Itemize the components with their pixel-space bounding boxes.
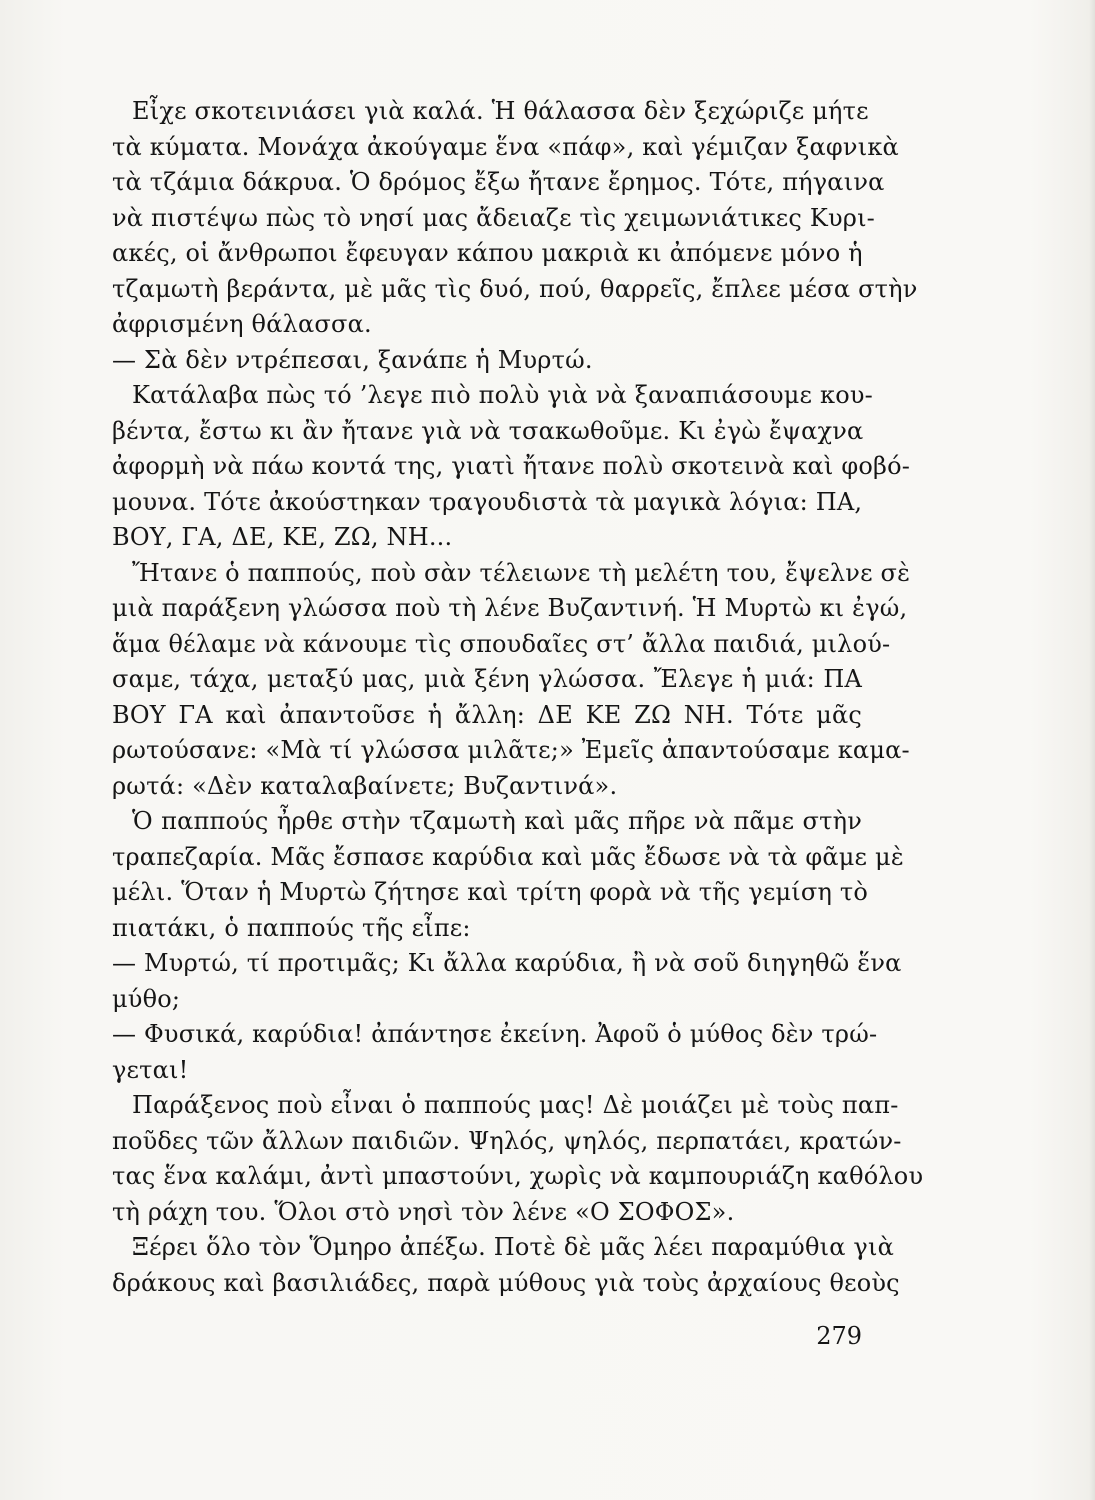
text-line: ποῦδες τῶν ἄλλων παιδιῶν. Ψηλός, ψηλός, περπατάει, κρατών-	[112, 1126, 902, 1155]
text-line: τὰ κύματα. Μονάχα ἀκούγαμε ἕνα «πάφ», καὶ γέμιζαν ξαφνικὰ	[112, 132, 899, 161]
text-line: Ὁ παππούς ἦρθε στὴν τζαμωτὴ καὶ μᾶς πῆρε νὰ πᾶμε στὴν	[132, 807, 862, 835]
text-line: μιὰ παράξενη γλώσσα ποὺ τὴ λένε Βυζαντινή. Ἡ Μυρτὼ κι ἐγώ,	[112, 594, 908, 622]
page-number: 279	[816, 1322, 862, 1350]
text-line: ακές, οἱ ἄνθρωποι ἔφευγαν κάπου μακριὰ κι ἀπόμενε μόνο ἡ	[112, 239, 863, 267]
text-line: μέλι. Ὅταν ἡ Μυρτὼ ζήτησε καὶ τρίτη φορὰ νὰ τῆς γεμίση τὸ	[112, 878, 868, 906]
text-line: — Μυρτώ, τί προτιμᾶς; Κι ἄλλα καρύδια, ἢ νὰ σοῦ διηγηθῶ ἕνα	[112, 949, 902, 977]
text-line: τραπεζαρία. Μᾶς ἔσπασε καρύδια καὶ μᾶς ἔδωσε νὰ τὰ φᾶμε μὲ	[112, 842, 904, 871]
text-line: Ἤτανε ὁ παππούς, ποὺ σὰν τέλειωνε τὴ μελέτη του, ἔψελνε σὲ	[132, 558, 911, 587]
text-line: Παράξενος ποὺ εἶναι ὁ παππούς μας! Δὲ μοιάζει μὲ τοὺς παπ-	[132, 1091, 899, 1119]
text-line: Ξέρει ὅλο τὸν Ὅμηρο ἀπέξω. Ποτὲ δὲ μᾶς λέει παραμύθια γιὰ	[132, 1233, 894, 1261]
text-line: μουνα. Τότε ἀκούστηκαν τραγουδιστὰ τὰ μαγικὰ λόγια: ΠΑ,	[112, 487, 863, 516]
text-line: — Φυσικά, καρύδια! ἀπάντησε ἐκείνη. Ἀφοῦ ὁ μύθος δὲν τρώ-	[112, 1020, 878, 1048]
page-edge-shadow	[1089, 0, 1095, 1500]
text-line: — Σὰ δὲν ντρέπεσαι, ξανάπε ἡ Μυρτώ.	[112, 345, 593, 374]
body-text	[112, 94, 924, 1301]
text-line: ἅμα θέλαμε νὰ κάνουμε τὶς σπουδαῖες στ’ ἄλλα παιδιά, μιλού-	[112, 629, 891, 658]
text-line: τὴ ράχη του. Ὅλοι στὸ νησὶ τὸν λένε «Ο ΣΟΦΟΣ».	[112, 1197, 735, 1226]
text-line: γεται!	[112, 1055, 189, 1084]
text-line: Κατάλαβα πὼς τό ’λεγε πιὸ πολὺ γιὰ νὰ ξαναπιάσουμε κου-	[132, 381, 873, 409]
text-line: νὰ πιστέψω πὼς τὸ νησί μας ἄδειαζε τὶς χειμωνιάτικες Κυρι-	[112, 203, 875, 232]
text-line: τας ἕνα καλάμι, ἀντὶ μπαστούνι, χωρὶς νὰ καμπουριάζη καθόλου	[112, 1162, 924, 1190]
text-line: τὰ τζάμια δάκρυα. Ὁ δρόμος ἔξω ἤτανε ἔρημος. Τότε, πήγαινα	[112, 168, 885, 196]
text-line: δράκους καὶ βασιλιάδες, παρὰ μύθους γιὰ τοὺς ἀρχαίους θεοὺς	[112, 1268, 900, 1297]
text-line: ρωτά: «Δὲν καταλαβαίνετε; Βυζαντινά».	[112, 771, 618, 800]
text-line: Εἶχε σκοτεινιάσει γιὰ καλά. Ἡ θάλασσα δὲν ξεχώριζε μήτε	[132, 97, 869, 125]
text-line: ΒΟΥ ΓΑ καὶ ἀπαντοῦσε ἡ ἄλλη: ΔΕ ΚΕ ΖΩ ΝΗ. Τότε μᾶς	[112, 700, 862, 729]
text-line: ἀφορμὴ νὰ πάω κοντά της, γιατὶ ἤτανε πολὺ σκοτεινὰ καὶ φοβό-	[112, 452, 911, 480]
text-line: ρωτούσανε: «Μὰ τί γλώσσα μιλᾶτε;» Ἐμεῖς ἀπαντούσαμε καμα-	[112, 736, 910, 764]
text-line: βέντα, ἔστω κι ἂν ἤτανε γιὰ νὰ τσακωθοῦμε. Κι ἐγὼ ἔψαχνα	[112, 416, 864, 445]
text-line: ΒΟΥ, ΓΑ, ΔΕ, ΚΕ, ΖΩ, ΝΗ...	[112, 523, 453, 551]
text-line: τζαμωτὴ βεράντα, μὲ μᾶς τὶς δυό, πού, θαρρεῖς, ἔπλεε μέσα στὴν	[112, 274, 918, 303]
text-line: μύθο;	[112, 984, 181, 1013]
text-line: σαμε, τάχα, μεταξύ μας, μιὰ ξένη γλώσσα. Ἔλεγε ἡ μιά: ΠΑ	[112, 665, 862, 693]
text-line: πιατάκι, ὁ παππούς τῆς εἶπε:	[112, 913, 471, 942]
text-line: ἀφρισμένη θάλασσα.	[112, 310, 372, 338]
